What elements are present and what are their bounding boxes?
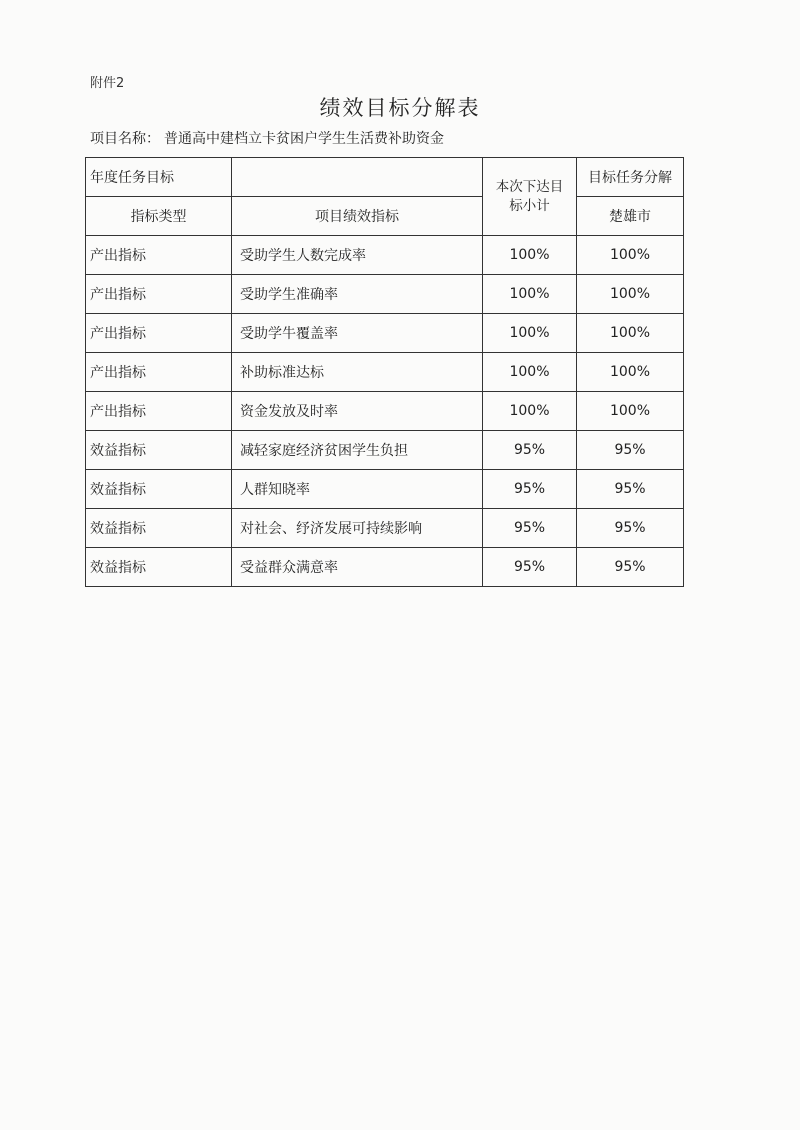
row-indicator-cell: 资金发放及时率	[232, 392, 483, 431]
row-region-value-cell: 100%	[577, 314, 684, 353]
row-indicator-cell: 人群知晓率	[232, 470, 483, 509]
row-indicator-cell: 补助标准达标	[232, 353, 483, 392]
row-subtotal-cell: 100%	[483, 236, 577, 275]
table-row	[86, 548, 684, 587]
table-row	[86, 236, 684, 275]
row-subtotal-cell: 100%	[483, 275, 577, 314]
row-subtotal-cell: 95%	[483, 431, 577, 470]
row-subtotal-cell: 95%	[483, 470, 577, 509]
table-row	[86, 275, 684, 314]
row-type-cell: 效益指标	[86, 431, 232, 470]
row-indicator-cell: 减轻家庭经济贫困学生负担	[232, 431, 483, 470]
row-indicator-cell: 对社会、纾济发展可持续影响	[232, 509, 483, 548]
row-region-value-cell: 95%	[577, 509, 684, 548]
row-region-value-cell: 95%	[577, 431, 684, 470]
row-type-cell: 产出指标	[86, 236, 232, 275]
header-subtotal-line2: 标小计	[509, 197, 550, 214]
row-subtotal-cell: 100%	[483, 314, 577, 353]
row-subtotal-cell: 100%	[483, 392, 577, 431]
row-region-value-cell: 100%	[577, 353, 684, 392]
row-type-cell: 效益指标	[86, 470, 232, 509]
header-row-2	[86, 197, 684, 236]
table-row	[86, 392, 684, 431]
row-indicator-cell: 受助学牛覆盖率	[232, 314, 483, 353]
row-subtotal-cell: 100%	[483, 353, 577, 392]
row-type-cell: 产出指标	[86, 314, 232, 353]
row-region-value-cell: 100%	[577, 236, 684, 275]
header-subtotal	[483, 158, 577, 236]
row-indicator-cell: 受益群众满意率	[232, 548, 483, 587]
project-name-label: 项目名称：	[90, 131, 160, 147]
project-name-value: 普通高中建档立卡贫困户学生生活费补助资金	[164, 131, 444, 147]
header-annual-goal: 年度任务目标	[86, 158, 232, 197]
row-type-cell: 产出指标	[86, 392, 232, 431]
project-line	[90, 128, 444, 148]
performance-table	[85, 157, 684, 587]
header-performance-indicator: 项目绩效指标	[232, 197, 483, 236]
header-annual-goal-blank	[232, 158, 483, 197]
header-region: 楚雄市	[577, 197, 684, 236]
attachment-label: 附件2	[90, 76, 125, 91]
row-type-cell: 产出指标	[86, 275, 232, 314]
row-type-cell: 效益指标	[86, 509, 232, 548]
header-row-1	[86, 158, 684, 197]
header-indicator-type: 指标类型	[86, 197, 232, 236]
header-subtotal-line1: 本次下达目	[495, 178, 564, 195]
header-breakdown: 目标任务分解	[577, 158, 684, 197]
row-type-cell: 产出指标	[86, 353, 232, 392]
row-subtotal-cell: 95%	[483, 548, 577, 587]
row-subtotal-cell: 95%	[483, 509, 577, 548]
table-row	[86, 353, 684, 392]
row-region-value-cell: 100%	[577, 275, 684, 314]
table-row	[86, 431, 684, 470]
row-region-value-cell: 100%	[577, 392, 684, 431]
table-row	[86, 509, 684, 548]
row-region-value-cell: 95%	[577, 470, 684, 509]
table-row	[86, 314, 684, 353]
row-indicator-cell: 受助学生人数完成率	[232, 236, 483, 275]
row-type-cell: 效益指标	[86, 548, 232, 587]
row-indicator-cell: 受助学生准确率	[232, 275, 483, 314]
table-row	[86, 470, 684, 509]
row-region-value-cell: 95%	[577, 548, 684, 587]
page-title: 绩效目标分解表	[319, 96, 481, 120]
